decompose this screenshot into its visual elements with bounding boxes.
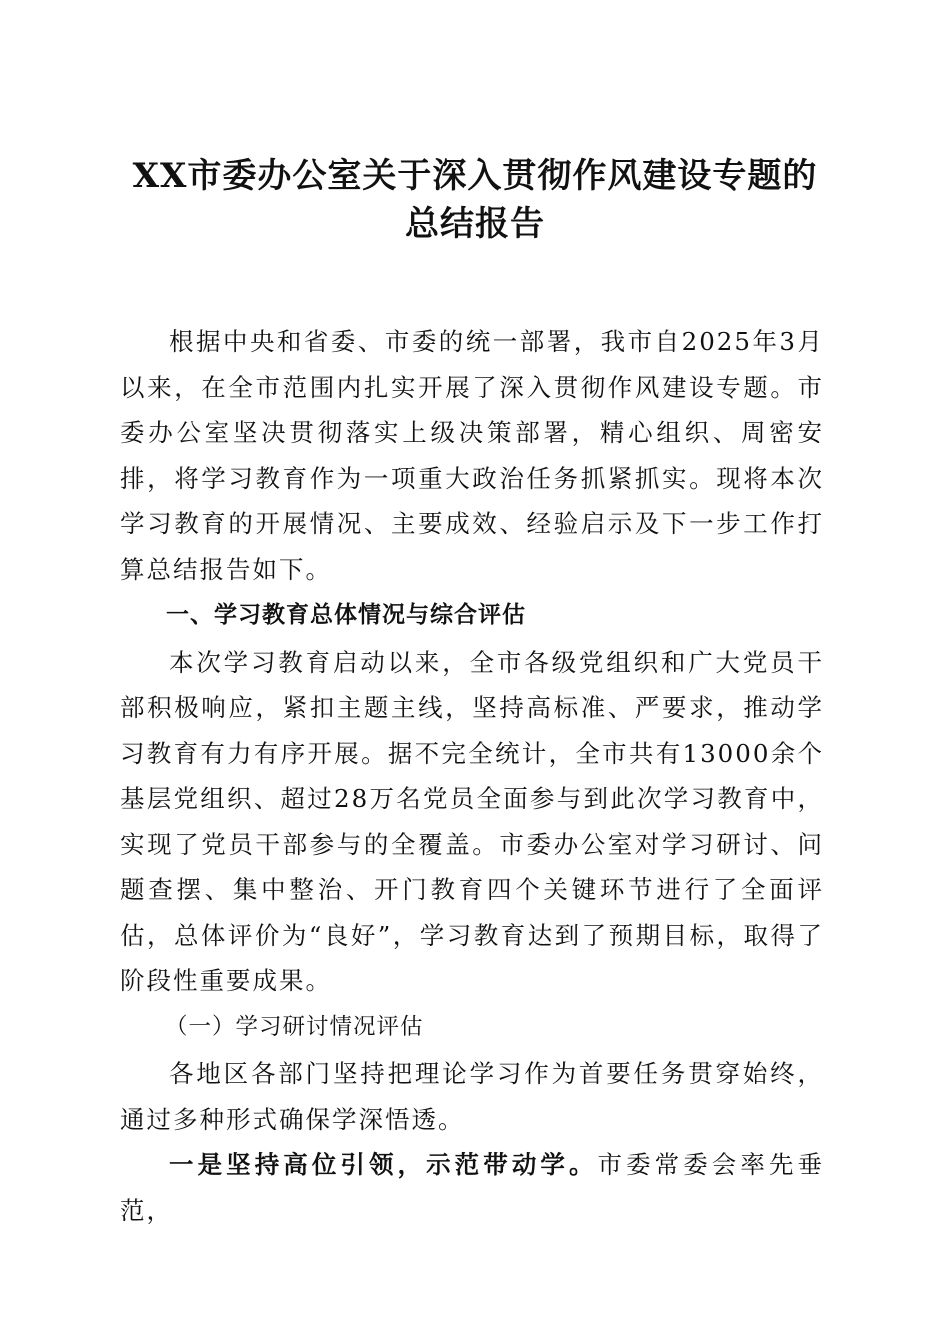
document-title-line-2: 总结报告	[405, 204, 545, 244]
subsection-1-paragraph: 各地区各部门坚持把理论学习作为首要任务贯穿始终，通过多种形式确保学深悟透。	[120, 1059, 824, 1134]
point-1-lead: 一是坚持高位引领，示范带动学。	[169, 1150, 598, 1179]
document-title-line-1: XX市委办公室关于深入贯彻作风建设专题的	[132, 156, 818, 196]
section-1-heading: 一、学习教育总体情况与综合评估	[166, 602, 526, 628]
subsection-1-heading: （一）学习研讨情况评估	[165, 1013, 424, 1040]
document-body	[120, 319, 824, 1233]
section-1-paragraph: 本次学习教育启动以来，全市各级党组织和广大党员干部积极响应，紧扣主题主线，坚持高标准、严要求，推动学习教育有力有序开展。据不完全统计，全市共有13000余个基层党组织、超过28万名党员全面参与到此次学习教育中，实现了党员干部参与的全覆盖。市委办公室对学习研讨、问题查摆、集中整治、开门教育四个关键环节进行了全面评估，总体评价为“良好”，学习教育达到了预期目标，取得了阶段性重要成果。	[120, 647, 824, 995]
point-1-paragraph	[120, 1142, 824, 1233]
point-1-text: 市委常委会率先垂范，	[120, 1150, 825, 1225]
intro-paragraph: 根据中央和省委、市委的统一部署，我市自2025年3月以来，在全市范围内扎实开展了深入贯彻作风建设专题。市委办公室坚决贯彻落实上级决策部署，精心组织、周密安排，将学习教育作为一项重大政治任务抓紧抓实。现将本次学习教育的开展情况、主要成效、经验启示及下一步工作打算总结报告如下。	[120, 327, 824, 584]
